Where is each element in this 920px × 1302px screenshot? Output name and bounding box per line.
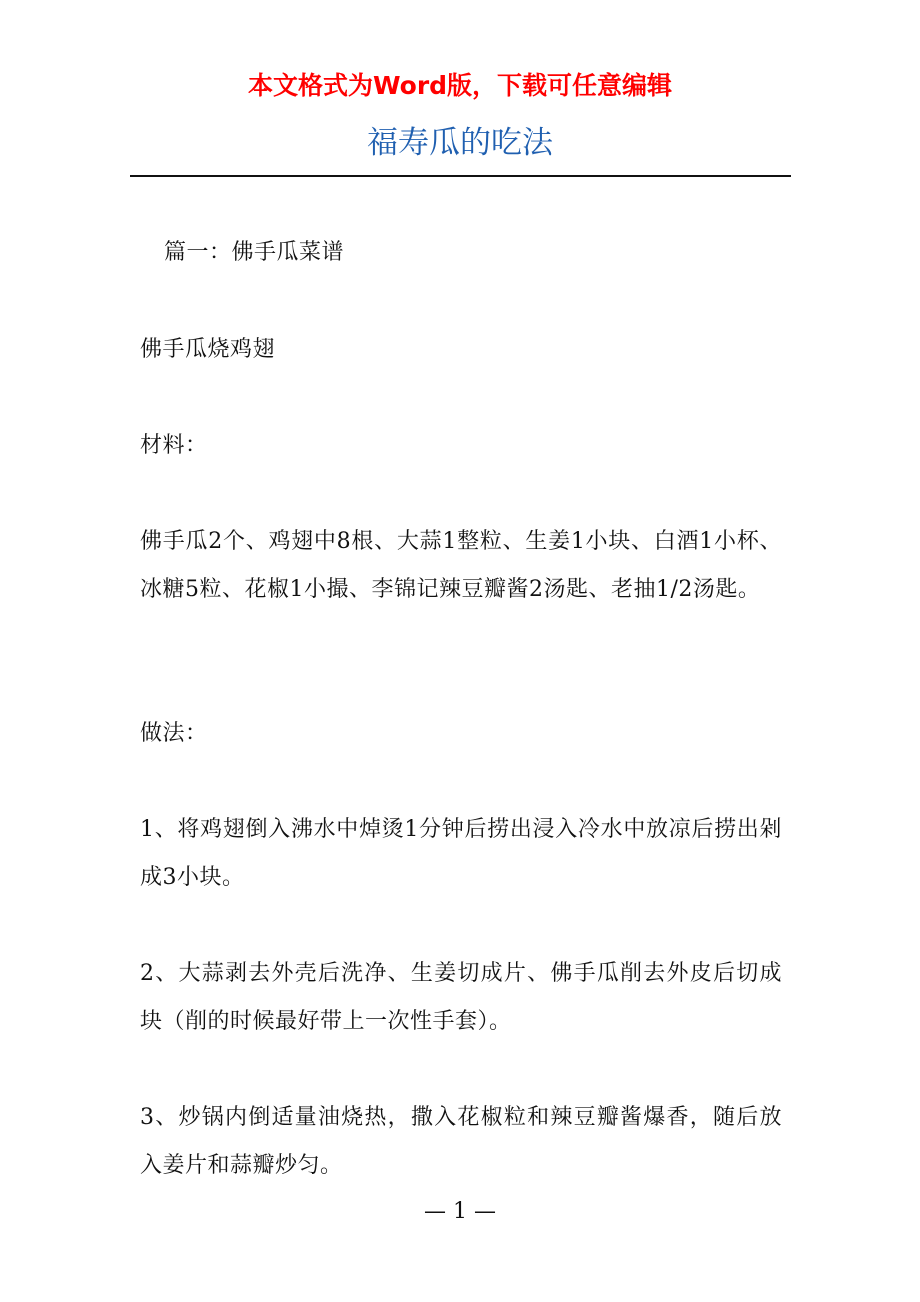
step-3: 3、炒锅内倒适量油烧热，撒入花椒粒和辣豆瓣酱爆香，随后放入姜片和蒜瓣炒匀。	[140, 1105, 782, 1178]
title-divider	[130, 175, 791, 177]
document-title: 福寿瓜的吃法	[367, 125, 553, 161]
download-banner: 本文格式为Word版，下载可任意编辑	[247, 71, 673, 100]
ingredients-heading: 材料：	[140, 433, 208, 458]
step-2: 2、大蒜剥去外壳后洗净、生姜切成片、佛手瓜削去外皮后切成块（削的时候最好带上一次性手套）。	[140, 961, 782, 1034]
section-heading: 篇一：佛手瓜菜谱	[164, 240, 345, 265]
method-heading: 做法：	[140, 721, 208, 746]
page-number: — 1 —	[424, 1199, 496, 1224]
step-1: 1、将鸡翅倒入沸水中焯烫1分钟后捞出浸入冷水中放凉后捞出剁成3小块。	[140, 817, 782, 890]
ingredients-text: 佛手瓜2个、鸡翅中8根、大蒜1整粒、生姜1小块、白酒1小杯、冰糖5粒、花椒1小撮、李锦记辣豆瓣酱2汤匙、老抽1/2汤匙。	[140, 529, 782, 602]
recipe-name: 佛手瓜烧鸡翅	[140, 337, 276, 362]
